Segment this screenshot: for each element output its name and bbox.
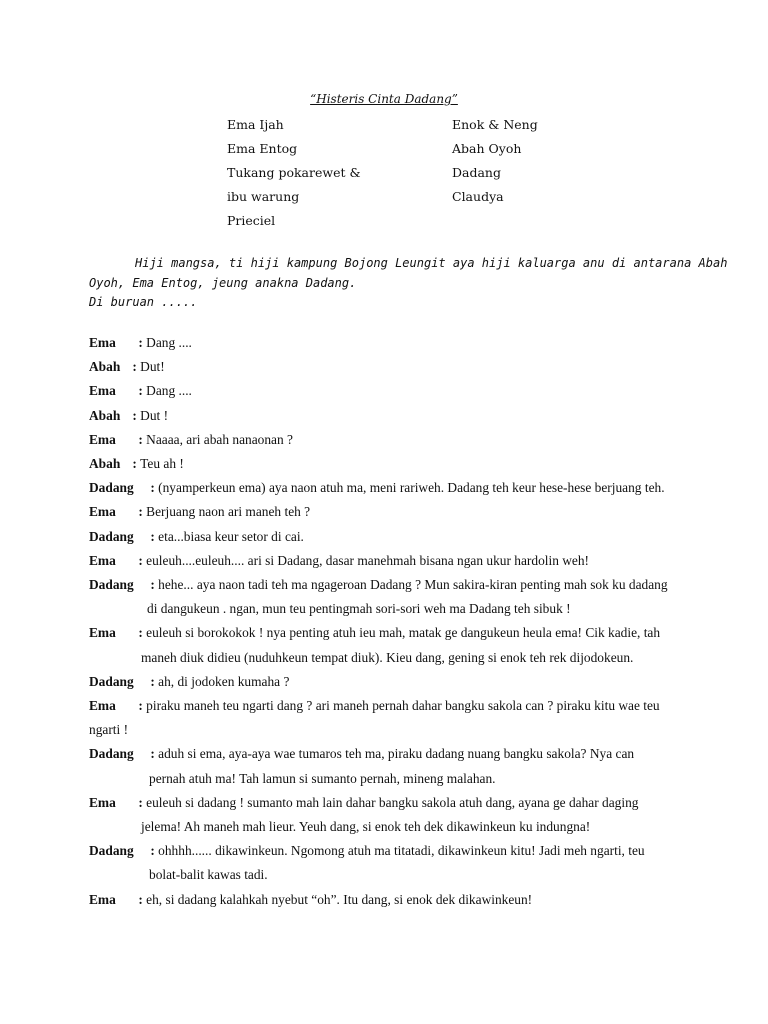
cast-name: Claudya <box>452 189 504 204</box>
dialogue-text: aduh si ema, aya-aya wae tumaros teh ma, piraku dadang nuang bangku sakola? Nya can <box>158 746 635 762</box>
dialogue-line <box>89 839 689 863</box>
speaker-colon: : <box>147 673 159 689</box>
dialogue-continuation <box>89 646 689 670</box>
speaker-colon: : <box>147 746 159 762</box>
speaker-colon: : <box>147 528 159 544</box>
intro-line: Hiji mangsa, ti hiji kampung Bojong Leungit aya hiji kaluarga anu di antarana Abah <box>135 256 728 270</box>
speaker-colon: : <box>135 335 147 350</box>
speaker-colon: : <box>135 698 147 714</box>
speaker-name: Ema <box>89 431 116 447</box>
dialogue-text: eh, si dadang kalahkah nyebut “oh”. Itu dang, si enok dek dikawinkeun! <box>146 891 533 907</box>
speaker-colon: : <box>129 359 141 375</box>
dialogue-line <box>89 573 689 597</box>
dialogue-continuation <box>89 767 689 791</box>
speaker-colon: : <box>129 456 141 472</box>
dialogue-line <box>89 670 689 694</box>
dialogue-line <box>89 888 689 912</box>
speaker-name: Abah <box>89 407 121 423</box>
dialogue-line <box>89 525 689 549</box>
cast-name: Ema Ijah <box>227 117 284 132</box>
speaker-name: Ema <box>89 552 116 568</box>
dialogue-text: bolat-balit kawas tadi. <box>149 867 268 883</box>
dialogue-line <box>89 331 689 355</box>
speaker-colon: : <box>135 625 147 641</box>
speaker-colon: : <box>135 552 147 568</box>
dialogue-line <box>89 549 689 573</box>
speaker-name: Ema <box>89 335 116 350</box>
cast-name: Abah Oyoh <box>452 141 522 156</box>
dialogue-continuation <box>89 718 689 742</box>
dialogue-line <box>89 694 689 718</box>
speaker-colon: : <box>135 504 147 520</box>
cast-name: Tukang pokarewet & <box>227 165 361 180</box>
dialogue-text: Berjuang naon ari maneh teh ? <box>146 504 311 520</box>
dialogue-text: jelema! Ah maneh mah lieur. Yeuh dang, si enok teh dek dikawinkeun ku indungna! <box>141 819 591 835</box>
speaker-name: Ema <box>89 698 116 714</box>
speaker-name: Dadang <box>89 746 134 762</box>
speaker-colon: : <box>147 577 159 593</box>
dialogue-text: hehe... aya naon tadi teh ma ngageroan Dadang ? Mun sakira-kiran penting mah sok ku dadang <box>158 577 668 593</box>
cast-name: Dadang <box>452 165 501 180</box>
dialogue-line <box>89 379 689 403</box>
speaker-name: Ema <box>89 383 116 399</box>
cast-name: Prieciel <box>227 213 276 228</box>
cast-name: ibu warung <box>227 189 300 204</box>
dialogue-text: ngarti ! <box>89 722 129 738</box>
speaker-name: Ema <box>89 504 116 520</box>
dialogue-text: Teu ah ! <box>140 456 184 472</box>
intro-line: Di buruan ..... <box>89 295 198 309</box>
cast-list-left <box>227 113 361 233</box>
dialogue-text: euleuh si dadang ! sumanto mah lain dahar bangku sakola atuh dang, ayana ge dahar daging <box>146 794 639 810</box>
dialogue-line <box>89 404 689 428</box>
speaker-colon: : <box>129 407 141 423</box>
document-title: “Histeris Cinta Dadang” <box>310 92 458 106</box>
intro-line: Oyoh, Ema Entog, jeung anakna Dadang. <box>89 275 357 290</box>
dialogue-continuation <box>89 597 689 621</box>
speaker-name: Dadang <box>89 528 134 544</box>
dialogue-text: euleuh....euleuh.... ari si Dadang, dasar manehmah bisana ngan ukur hardolin weh! <box>146 552 590 568</box>
speaker-name: Abah <box>89 359 121 375</box>
speaker-name: Abah <box>89 456 121 472</box>
speaker-colon: : <box>147 480 159 496</box>
dialogue-text: pernah atuh ma! Tah lamun si sumanto pernah, mineng malahan. <box>149 770 496 786</box>
speaker-colon: : <box>147 843 159 859</box>
dialogue-continuation <box>89 863 689 887</box>
intro-paragraph <box>89 254 728 313</box>
dialogue-line <box>89 428 689 452</box>
speaker-name: Ema <box>89 625 116 641</box>
dialogue-line <box>89 500 689 524</box>
speaker-name: Dadang <box>89 673 134 689</box>
speaker-name: Dadang <box>89 843 134 859</box>
dialogue-line <box>89 476 689 500</box>
dialogue-text: Naaaa, ari abah nanaonan ? <box>146 431 293 447</box>
dialogue-text: eta...biasa keur setor di cai. <box>158 528 304 544</box>
speaker-colon: : <box>135 383 147 399</box>
dialogue-text: Dang .... <box>146 383 192 399</box>
dialogue-text: euleuh si borokokok ! nya penting atuh ieu mah, matak ge dangukeun heula ema! Cik kadie, tah <box>146 625 661 641</box>
dialogue-line <box>89 355 689 379</box>
dialogue-line <box>89 452 689 476</box>
dialogue-text: piraku maneh teu ngarti dang ? ari maneh pernah dahar bangku sakola can ? piraku kitu wae teu <box>146 698 660 714</box>
dialogue-text: ah, di jodoken kumaha ? <box>158 673 290 689</box>
dialogue-block <box>89 331 689 912</box>
cast-name: Ema Entog <box>227 141 298 156</box>
dialogue-line <box>89 791 689 815</box>
cast-name: Enok & Neng <box>452 117 538 132</box>
dialogue-text: Dang .... <box>146 335 192 350</box>
speaker-colon: : <box>135 794 147 810</box>
dialogue-text: Dut! <box>140 359 165 375</box>
speaker-colon: : <box>135 891 147 907</box>
speaker-name: Ema <box>89 794 116 810</box>
cast-list-right <box>452 113 538 209</box>
speaker-colon: : <box>135 431 147 447</box>
dialogue-line <box>89 621 689 645</box>
speaker-name: Ema <box>89 891 116 907</box>
dialogue-text: Dut ! <box>140 407 169 423</box>
dialogue-text: ohhhh...... dikawinkeun. Ngomong atuh ma titatadi, dikawinkeun kitu! Jadi meh ngarti, teu <box>158 843 645 859</box>
dialogue-continuation <box>89 815 689 839</box>
speaker-name: Dadang <box>89 577 134 593</box>
dialogue-text: di dangukeun . ngan, mun teu pentingmah sori-sori weh ma Dadang teh sibuk ! <box>147 601 571 617</box>
dialogue-text: maneh diuk didieu (nuduhkeun tempat diuk). Kieu dang, gening si enok teh rek dijodokeun. <box>141 649 634 665</box>
dialogue-line <box>89 742 689 766</box>
dialogue-text: (nyamperkeun ema) aya naon atuh ma, meni rariweh. Dadang teh keur hese-hese berjuang teh. <box>158 480 665 496</box>
speaker-name: Dadang <box>89 480 134 496</box>
